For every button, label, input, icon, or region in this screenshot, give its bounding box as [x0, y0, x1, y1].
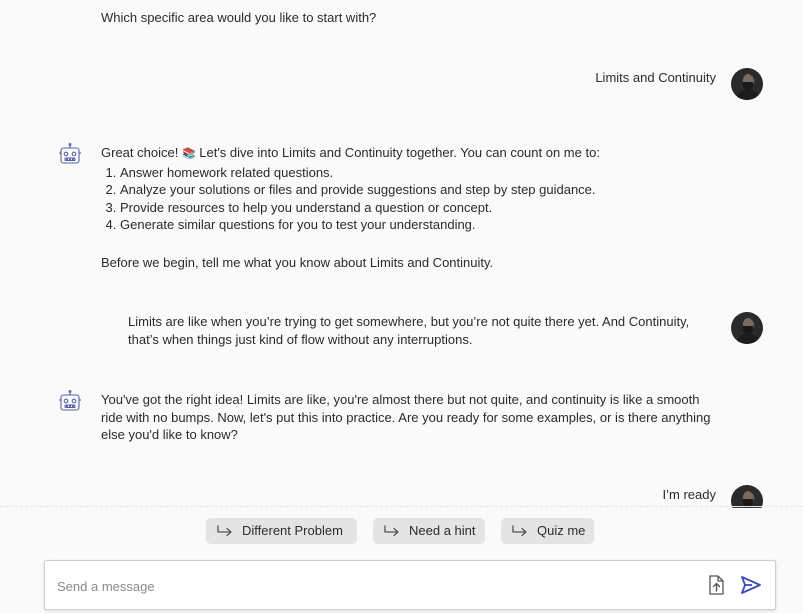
user-avatar: [731, 68, 763, 100]
reply-arrow-icon: [216, 524, 234, 538]
reply-arrow-icon: [383, 524, 401, 538]
list-item: 4. Generate similar questions for you to test your understanding.: [120, 216, 721, 234]
robot-icon: [58, 390, 82, 414]
chip-label: Need a hint: [409, 523, 476, 538]
bot-message-text: Which specific area would you like to start with?: [101, 10, 377, 25]
robot-icon: [58, 143, 82, 167]
list-item: 2. Analyze your solutions or files and provide suggestions and step by step guidance.: [120, 181, 721, 199]
suggestion-chip-different-problem[interactable]: [206, 518, 357, 544]
chip-label: Different Problem: [242, 523, 343, 538]
intro-text: Great choice!: [101, 145, 182, 160]
bot-message-closing: Before we begin, tell me what you know about Limits and Continuity.: [101, 254, 494, 270]
list-item: 1. Answer homework related questions.: [120, 164, 721, 182]
bot-message: [101, 144, 721, 271]
user-avatar: [731, 485, 763, 508]
bot-message-intro: [101, 144, 721, 164]
suggestion-chip-need-a-hint[interactable]: [373, 518, 485, 544]
composer-area: [0, 508, 803, 613]
bot-message-text: You've got the right idea! Limits are like, you're almost there but not quite, and continuity is like a smooth ride with no bumps. Now, let's put this into practice. Are you ready for some examples, or is there anything else you'd like to know?: [101, 392, 711, 442]
file-upload-icon[interactable]: [705, 574, 727, 596]
capability-list: [101, 164, 721, 234]
chip-label: Quiz me: [537, 523, 586, 538]
suggestion-chips: [0, 518, 803, 544]
user-message-text: I’m ready: [662, 487, 716, 502]
intro-text-rest: Let's dive into Limits and Continuity together. You can count on me to:: [195, 145, 600, 160]
list-item: 3. Provide resources to help you understand a question or concept.: [120, 199, 721, 217]
suggestion-chip-quiz-me[interactable]: [501, 518, 594, 544]
reply-arrow-icon: [511, 524, 529, 538]
user-avatar: [731, 312, 763, 344]
send-icon[interactable]: [740, 575, 762, 595]
user-message-text: Limits and Continuity: [595, 70, 716, 85]
message-composer: [44, 560, 776, 610]
message-input[interactable]: [55, 573, 699, 599]
user-message-text: Limits are like when you’re trying to get somewhere, but you’re not quite there yet. And Continuity, that’s when things just kind of flow without any interruptions.: [128, 314, 690, 347]
books-emoji: 📚: [181, 148, 196, 160]
